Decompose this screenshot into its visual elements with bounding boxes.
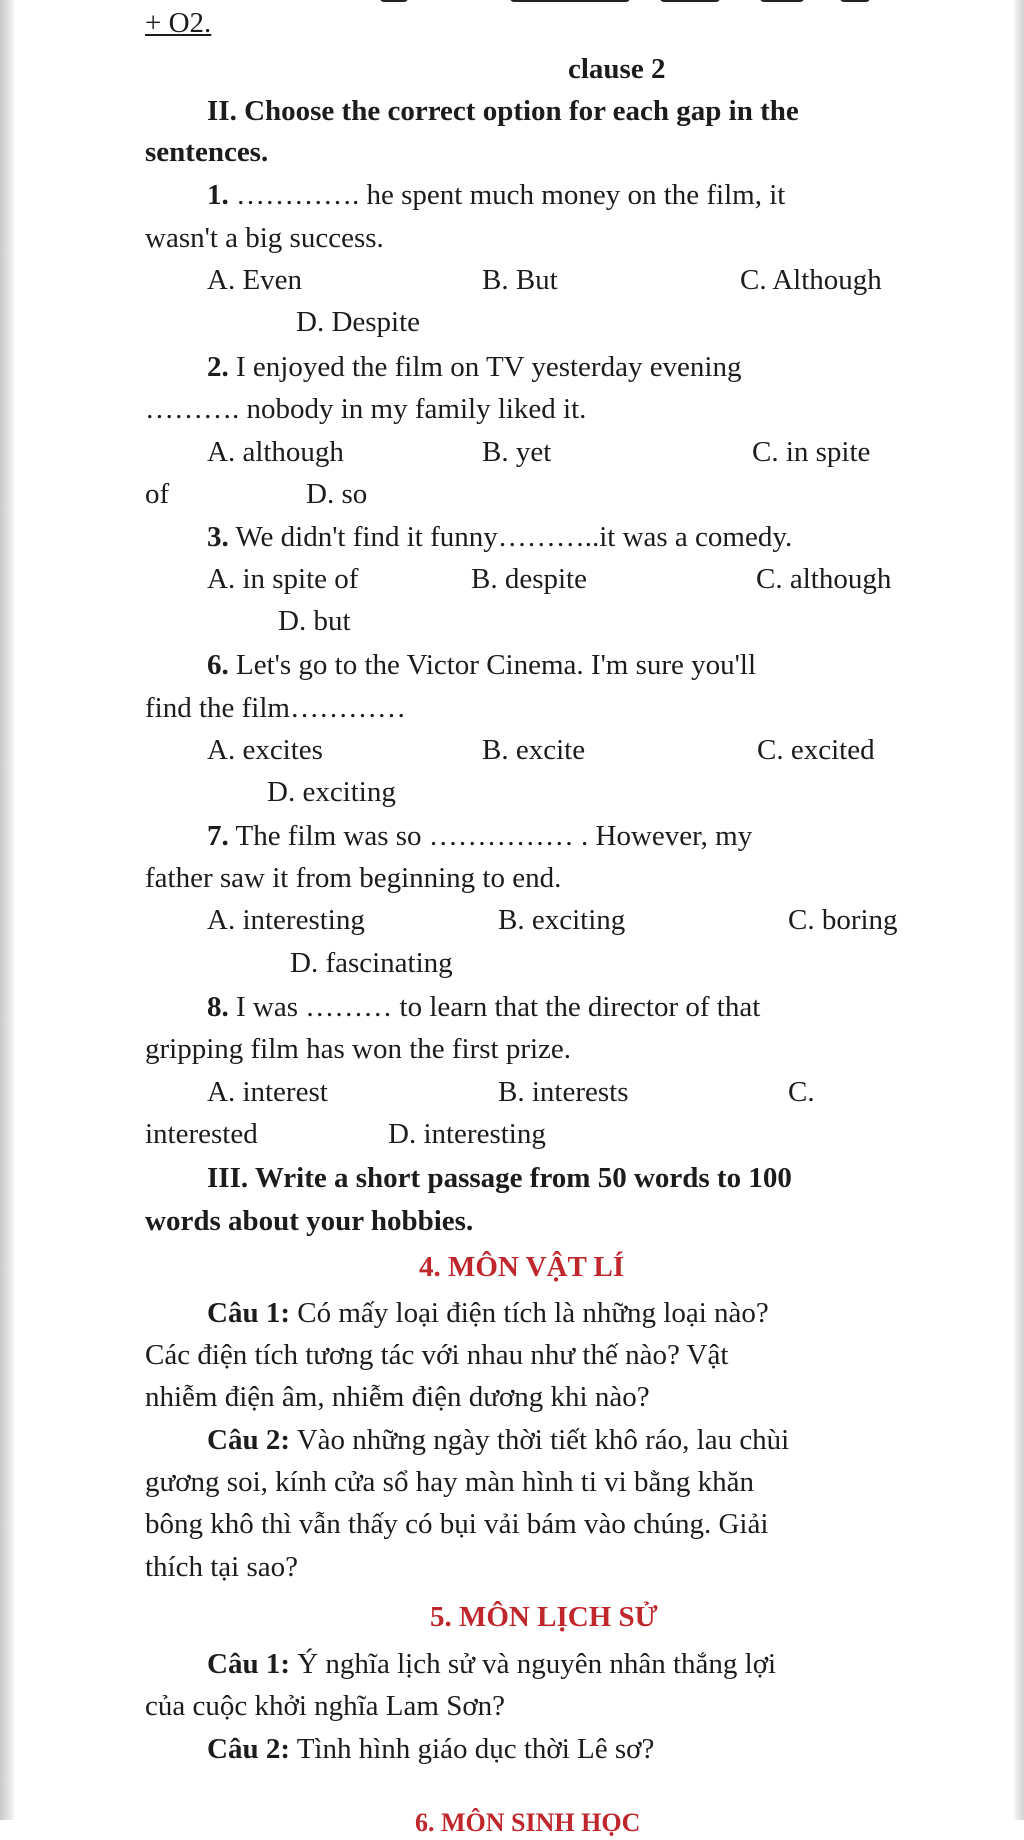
q8-option-c-cont: interested xyxy=(145,1118,258,1150)
question-6: 6. Let's go to the Victor Cinema. I'm sure you'll xyxy=(207,649,757,681)
cropped-previous-line xyxy=(360,0,920,4)
formula-line: + O2. xyxy=(145,7,212,39)
q2-option-d: D. so xyxy=(306,478,368,510)
section3-title-cont: words about your hobbies. xyxy=(145,1205,474,1237)
history-q1: Câu 1: Ý nghĩa lịch sử và nguyên nhân thắng lợi xyxy=(207,1648,777,1680)
q3-option-d: D. but xyxy=(278,605,351,637)
question-3: 3. We didn't find it funny………..it was a comedy. xyxy=(207,521,793,553)
physics-q2-line3: bông khô thì vẫn thấy có bụi vải bám vào chúng. Giải xyxy=(145,1508,769,1540)
q7-option-d: D. fascinating xyxy=(290,947,453,979)
q8-option-a: A. interest xyxy=(207,1076,328,1108)
question-8-cont: gripping film has won the first prize. xyxy=(145,1033,572,1065)
question-1: 1. …………. he spent much money on the film, it xyxy=(207,179,786,211)
q6-option-c: C. excited xyxy=(757,734,875,766)
question-6-cont: find the film………… xyxy=(145,692,406,724)
q8-option-d: D. interesting xyxy=(388,1118,546,1150)
physics-q1-line3: nhiễm điện âm, nhiễm điện dương khi nào? xyxy=(145,1381,650,1413)
question-2-cont: ………. nobody in my family liked it. xyxy=(145,393,587,425)
q2-option-c: C. in spite xyxy=(752,436,871,468)
q1-option-c: C. Although xyxy=(740,264,882,296)
history-q2: Câu 2: Tình hình giáo dục thời Lê sơ? xyxy=(207,1733,655,1765)
section2-title: II. Choose the correct option for each gap in the xyxy=(207,95,799,127)
q6-option-a: A. excites xyxy=(207,734,323,766)
question-7: 7. The film was so …………… . However, my xyxy=(207,820,753,852)
q6-option-d: D. exciting xyxy=(267,776,396,808)
q2-option-a: A. although xyxy=(207,436,344,468)
q1-option-d: D. Despite xyxy=(296,306,421,338)
physics-q1-line2: Các điện tích tương tác với nhau như thế nào? Vật xyxy=(145,1339,729,1371)
q3-option-b: B. despite xyxy=(471,563,587,595)
history-q1-line2: của cuộc khởi nghĩa Lam Sơn? xyxy=(145,1690,506,1722)
q3-option-a: A. in spite of xyxy=(207,563,359,595)
physics-q2-line2: gương soi, kính cửa sổ hay màn hình ti vi bằng khăn xyxy=(145,1466,754,1498)
physics-q2-line4: thích tại sao? xyxy=(145,1551,299,1583)
physics-q1: Câu 1: Có mấy loại điện tích là những loại nào? xyxy=(207,1297,769,1329)
q3-option-c: C. although xyxy=(756,563,892,595)
question-8: 8. I was ……… to learn that the director of that xyxy=(207,991,761,1023)
q8-option-b: B. interests xyxy=(498,1076,629,1108)
section3-title: III. Write a short passage from 50 words to 100 xyxy=(207,1162,792,1194)
q1-option-b: B. But xyxy=(482,264,558,296)
section2-title-cont: sentences. xyxy=(145,136,269,168)
q7-option-a: A. interesting xyxy=(207,904,365,936)
clause-heading: clause 2 xyxy=(568,53,666,85)
question-7-cont: father saw it from beginning to end. xyxy=(145,862,562,894)
q1-option-a: A. Even xyxy=(207,264,303,296)
history-heading: 5. MÔN LỊCH SỬ xyxy=(430,1601,658,1633)
physics-q2: Câu 2: Vào những ngày thời tiết khô ráo, lau chùi xyxy=(207,1424,790,1456)
q2-option-b: B. yet xyxy=(482,436,552,468)
q7-option-c: C. boring xyxy=(788,904,898,936)
q8-option-c: C. xyxy=(788,1076,815,1108)
biology-heading-cropped: 6. MÔN SINH HỌC xyxy=(415,1808,641,1837)
physics-heading: 4. MÔN VẬT LÍ xyxy=(419,1251,625,1283)
q6-option-b: B. excite xyxy=(482,734,586,766)
q7-option-b: B. exciting xyxy=(498,904,626,936)
question-2: 2. I enjoyed the film on TV yesterday evening xyxy=(207,351,742,383)
q2-option-c-cont: of xyxy=(145,478,170,510)
question-1-cont: wasn't a big success. xyxy=(145,222,384,254)
